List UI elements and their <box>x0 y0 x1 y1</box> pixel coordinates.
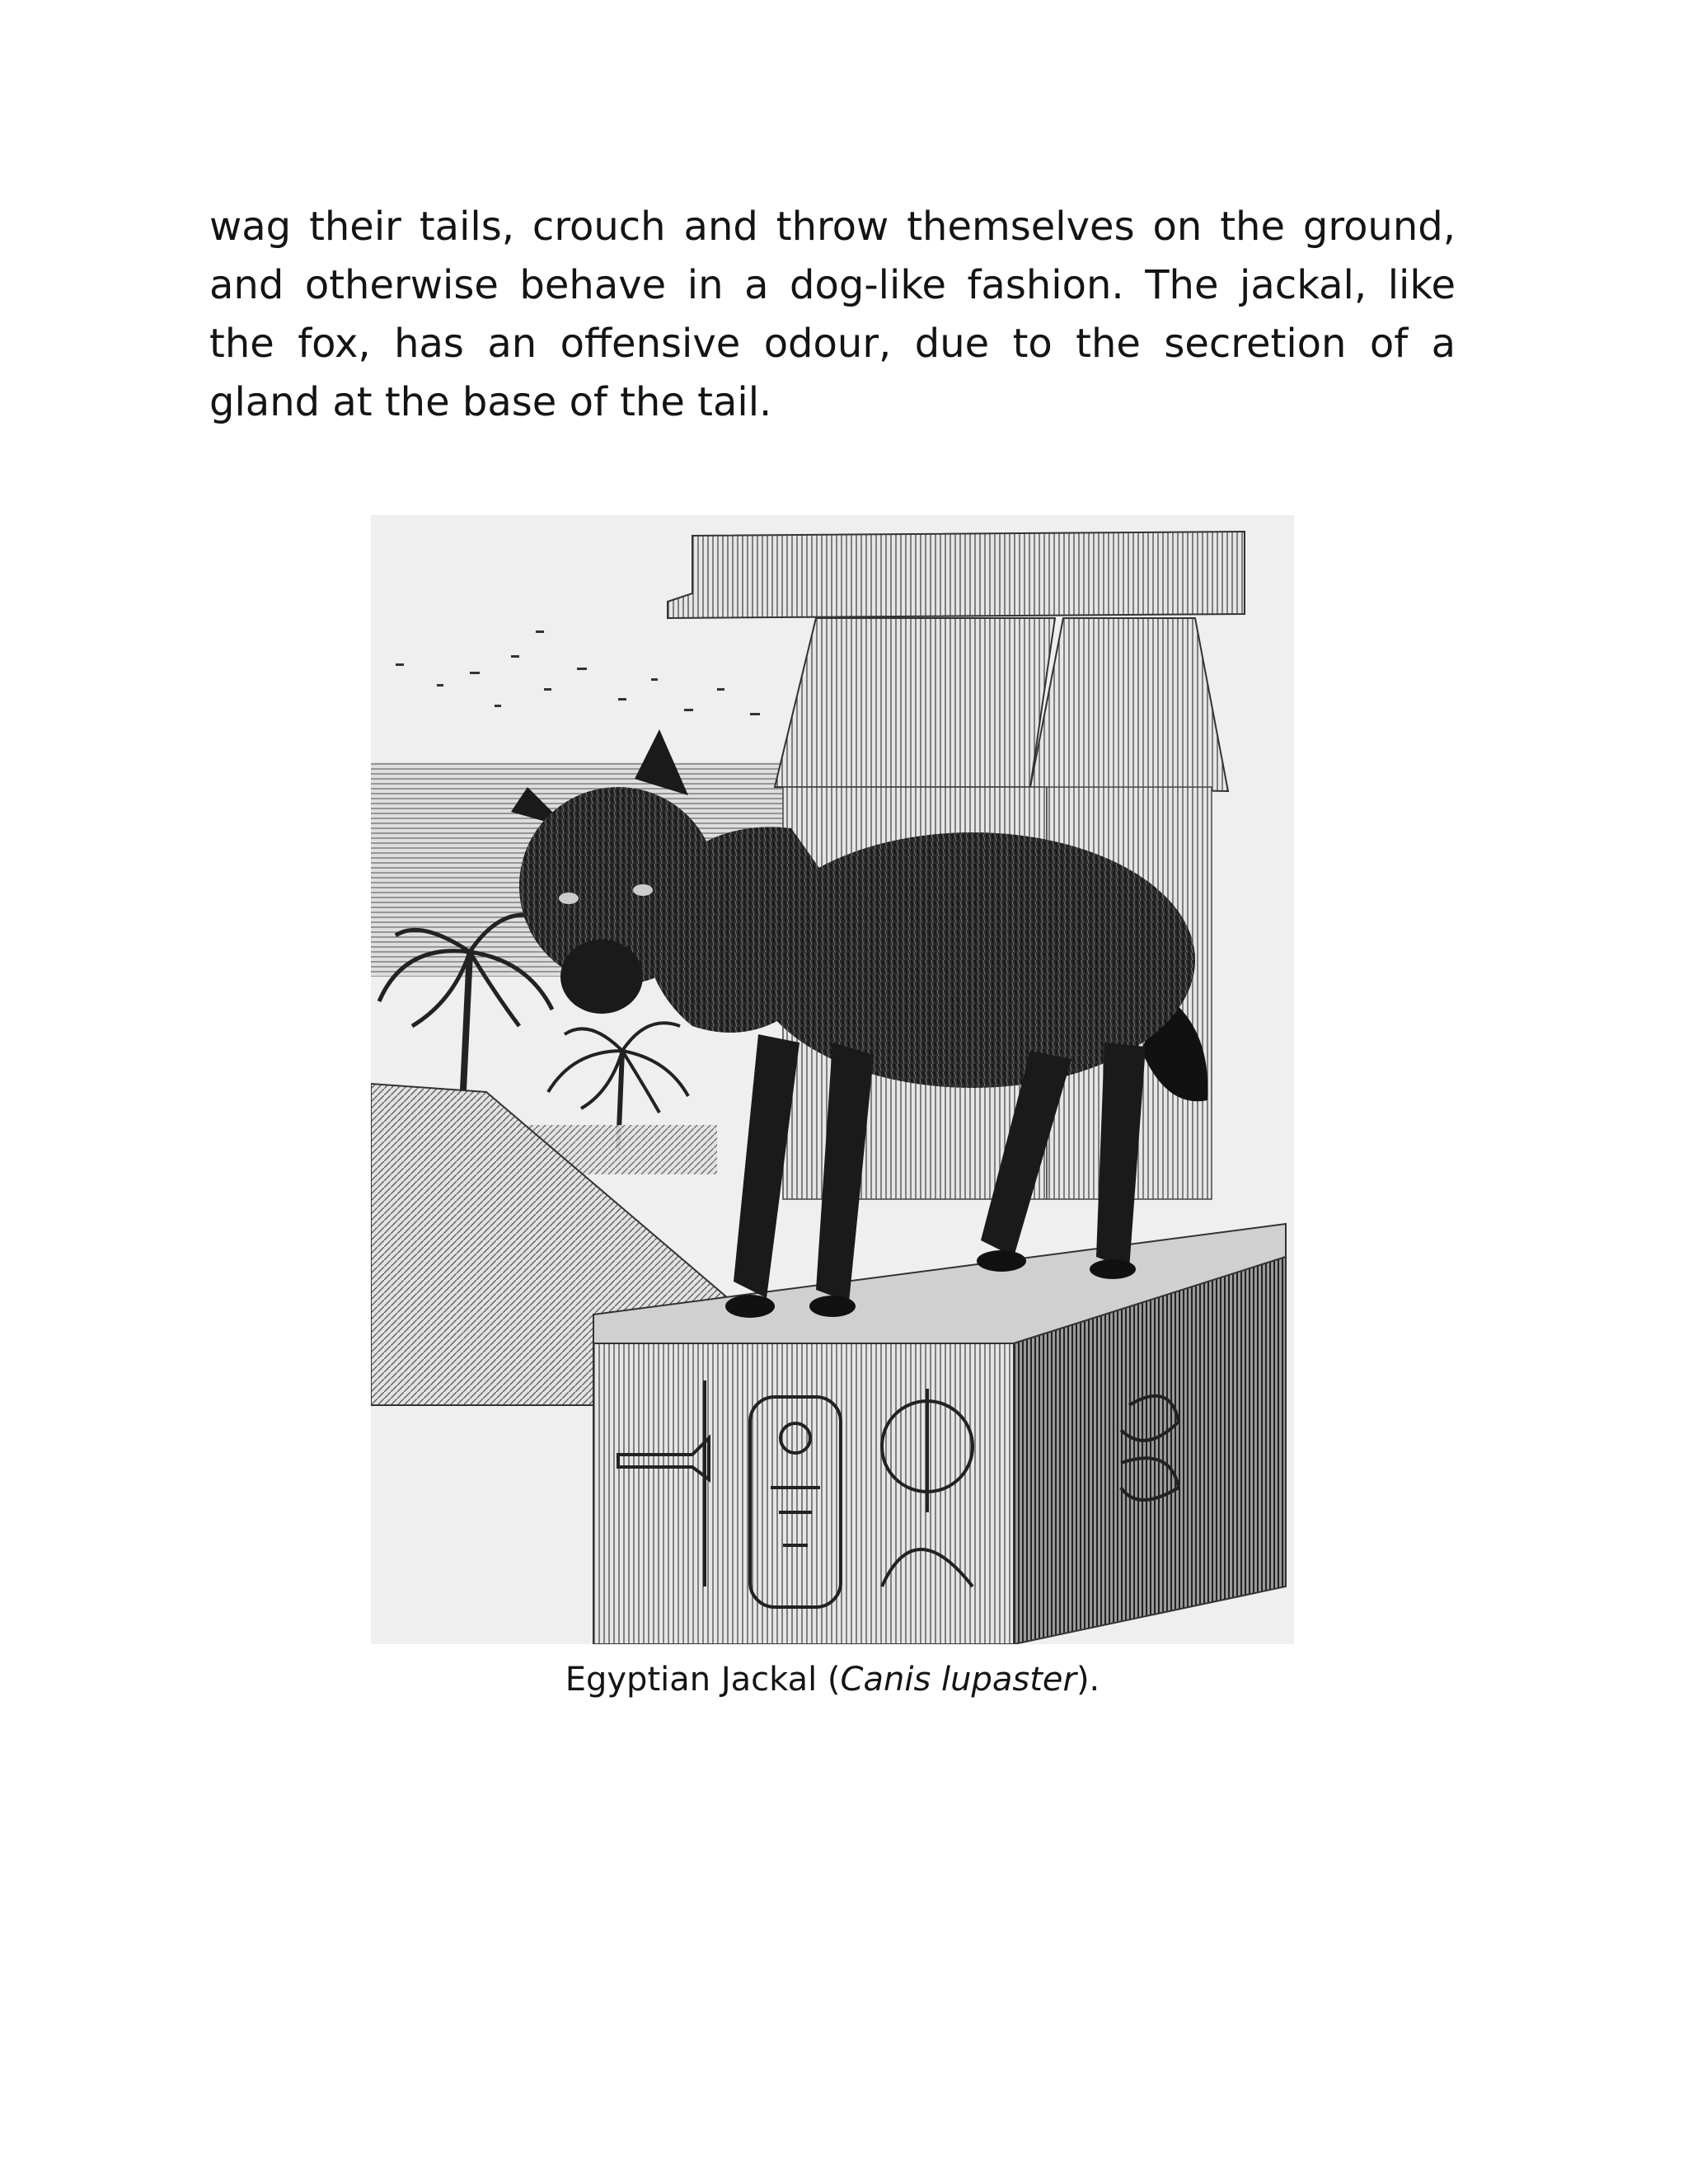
caption-prefix: Egyptian Jackal ( <box>565 1661 841 1699</box>
caption-suffix: ). <box>1076 1661 1100 1699</box>
caption-species-name: Canis lupaster <box>840 1661 1076 1699</box>
jackal-engraving <box>371 515 1294 1644</box>
figure-caption <box>371 1657 1294 1703</box>
body-paragraph: wag their tails, crouch and throw themselves on the ground, and otherwise behave in a dog-like fashion. The jackal, like the fox, has an offensive odour, due to the secretion of a gland at the base of the tail. <box>209 204 1456 425</box>
